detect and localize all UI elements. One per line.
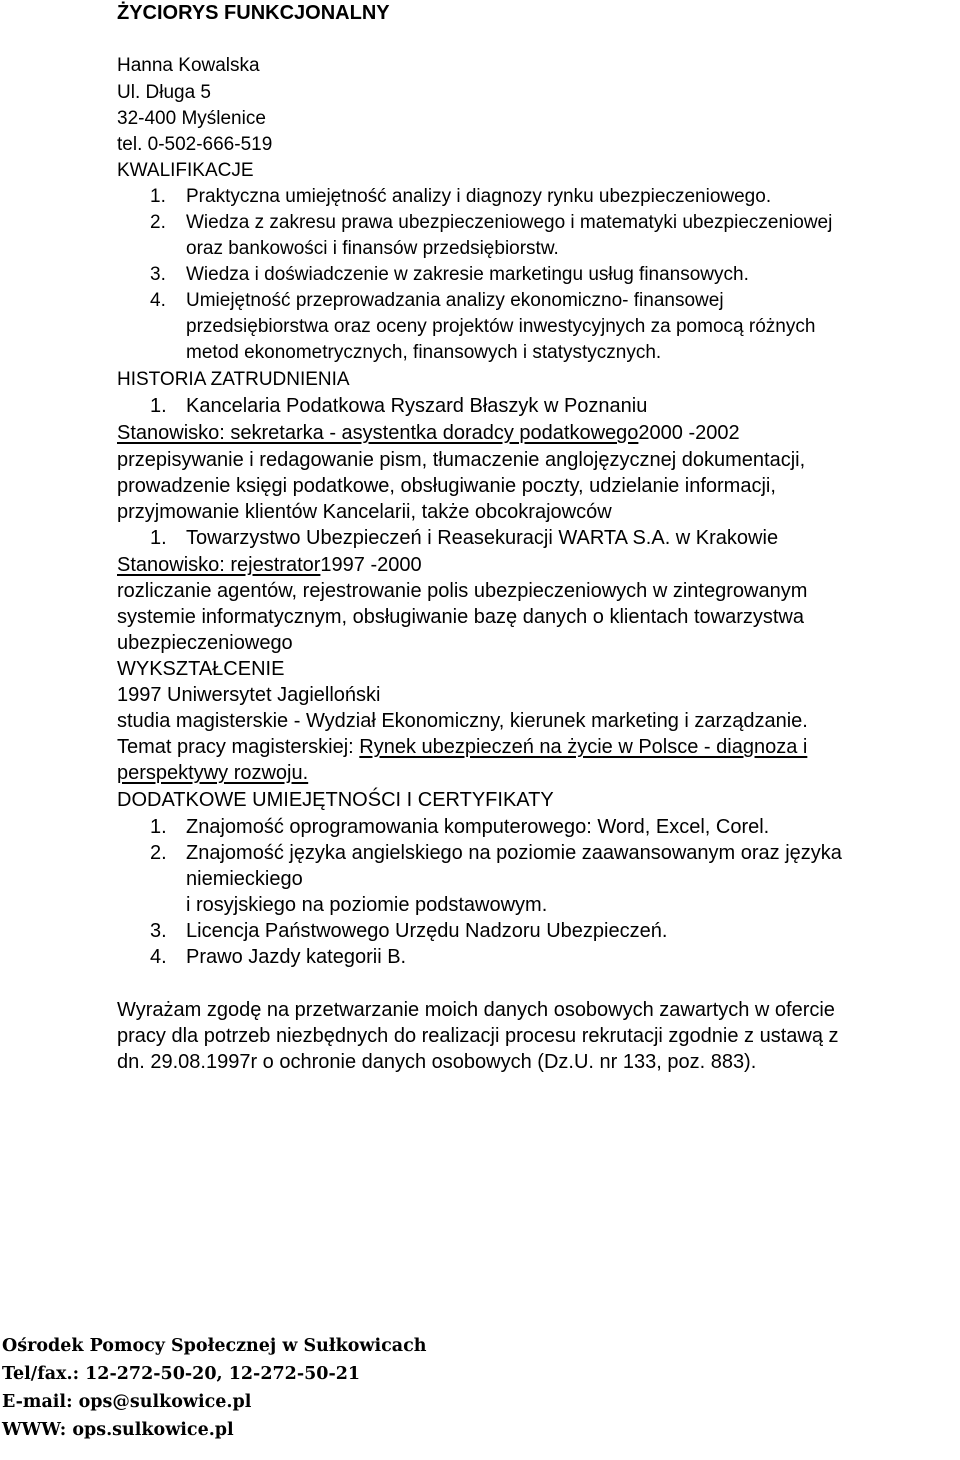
job-period: 1997 -2000	[320, 554, 422, 576]
skills-heading: DODATKOWE UMIEJĘTNOŚCI I CERTYFIKATY	[117, 789, 554, 811]
qualification-number: 1.	[150, 186, 166, 207]
education-line: 1997 Uniwersytet Jagielloński	[117, 684, 381, 706]
thesis-title-continued: perspektywy rozwoju.	[117, 762, 309, 784]
job-position-line	[117, 423, 740, 443]
qualification-text: Umiejętność przeprowadzania analizy ekonomiczno- finansowej	[186, 290, 724, 311]
consent-line: dn. 29.08.1997r o ochronie danych osobowych (Dz.U. nr 133, poz. 883).	[117, 1051, 757, 1073]
job-position: Stanowisko: sekretarka - asystentka doradcy podatkowego	[117, 422, 639, 444]
qualification-text: Wiedza z zakresu prawa ubezpieczeniowego i matematyki ubezpieczeniowej	[186, 212, 833, 233]
qualification-number: 2.	[150, 212, 166, 233]
thesis-line	[117, 737, 807, 757]
footer-website: WWW: ops.sulkowice.pl	[2, 1420, 234, 1440]
contact-phone: tel. 0-502-666-519	[117, 134, 273, 155]
document-title: ŻYCIORYS FUNKCJONALNY	[117, 2, 390, 24]
contact-name: Hanna Kowalska	[117, 55, 260, 76]
employment-heading: HISTORIA ZATRUDNIENIA	[117, 369, 350, 390]
qualification-text: Praktyczna umiejętność analizy i diagnozy rynku ubezpieczeniowego.	[186, 186, 772, 207]
thesis-title: Rynek ubezpieczeń na życie w Polsce - diagnoza i	[359, 736, 808, 758]
job-duties: ubezpieczeniowego	[117, 632, 293, 654]
skill-number: 2.	[150, 842, 167, 864]
qualification-text: oraz bankowości i finansów przedsiębiorstw.	[186, 238, 559, 259]
job-duties: przyjmowanie klientów Kancelarii, także obcokrajowców	[117, 501, 612, 523]
job-employer: Kancelaria Podatkowa Ryszard Błaszyk w Poznaniu	[186, 395, 648, 417]
skill-text: Prawo Jazdy kategorii B.	[186, 946, 407, 968]
skill-text: niemieckiego	[186, 868, 303, 890]
footer-organization: Ośrodek Pomocy Społecznej w Sułkowicach	[2, 1336, 427, 1356]
thesis-label: Temat pracy magisterskiej:	[117, 736, 360, 758]
job-duties: rozliczanie agentów, rejestrowanie polis ubezpieczeniowych w zintegrowanym	[117, 580, 808, 602]
job-number: 1.	[150, 395, 167, 417]
skill-text: i rosyjskiego na poziomie podstawowym.	[186, 894, 548, 916]
job-duties: przepisywanie i redagowanie pism, tłumaczenie anglojęzycznej dokumentacji,	[117, 449, 806, 471]
contact-street: Ul. Długa 5	[117, 82, 211, 103]
consent-line: Wyrażam zgodę na przetwarzanie moich danych osobowych zawartych w ofercie	[117, 999, 835, 1021]
qualifications-heading: KWALIFIKACJE	[117, 160, 254, 181]
job-position: Stanowisko: rejestrator	[117, 554, 321, 576]
qualification-number: 3.	[150, 264, 166, 285]
job-period: 2000 -2002	[638, 422, 740, 444]
qualification-text: przedsiębiorstwa oraz oceny projektów inwestycyjnych za pomocą różnych	[186, 316, 816, 337]
consent-line: pracy dla potrzeb niezbędnych do realizacji procesu rekrutacji zgodnie z ustawą z	[117, 1025, 839, 1047]
footer-email: E-mail: ops@sulkowice.pl	[2, 1392, 252, 1412]
skill-text: Licencja Państwowego Urzędu Nadzoru Ubezpieczeń.	[186, 920, 668, 942]
job-duties: prowadzenie księgi podatkowe, obsługiwanie poczty, udzielanie informacji,	[117, 475, 776, 497]
job-employer: Towarzystwo Ubezpieczeń i Reasekuracji WARTA S.A. w Krakowie	[186, 527, 779, 549]
qualification-number: 4.	[150, 290, 166, 311]
skill-number: 4.	[150, 946, 167, 968]
education-heading: WYKSZTAŁCENIE	[117, 658, 285, 680]
job-number: 1.	[150, 527, 167, 549]
qualification-text: Wiedza i doświadczenie w zakresie marketingu usług finansowych.	[186, 264, 749, 285]
contact-city: 32-400 Myślenice	[117, 108, 266, 129]
skill-text: Znajomość języka angielskiego na poziomie zaawansowanym oraz języka	[186, 842, 842, 864]
job-duties: systemie informatycznym, obsługiwanie bazę danych o klientach towarzystwa	[117, 606, 804, 628]
skill-number: 1.	[150, 816, 167, 838]
qualification-text: metod ekonometrycznych, finansowych i statystycznych.	[186, 342, 662, 363]
education-line: studia magisterskie - Wydział Ekonomiczny, kierunek marketing i zarządzanie.	[117, 710, 808, 732]
job-position-line	[117, 555, 422, 575]
footer-phone: Tel/fax.: 12-272-50-20, 12-272-50-21	[2, 1364, 361, 1384]
skill-number: 3.	[150, 920, 167, 942]
skill-text: Znajomość oprogramowania komputerowego: Word, Excel, Corel.	[186, 816, 770, 838]
